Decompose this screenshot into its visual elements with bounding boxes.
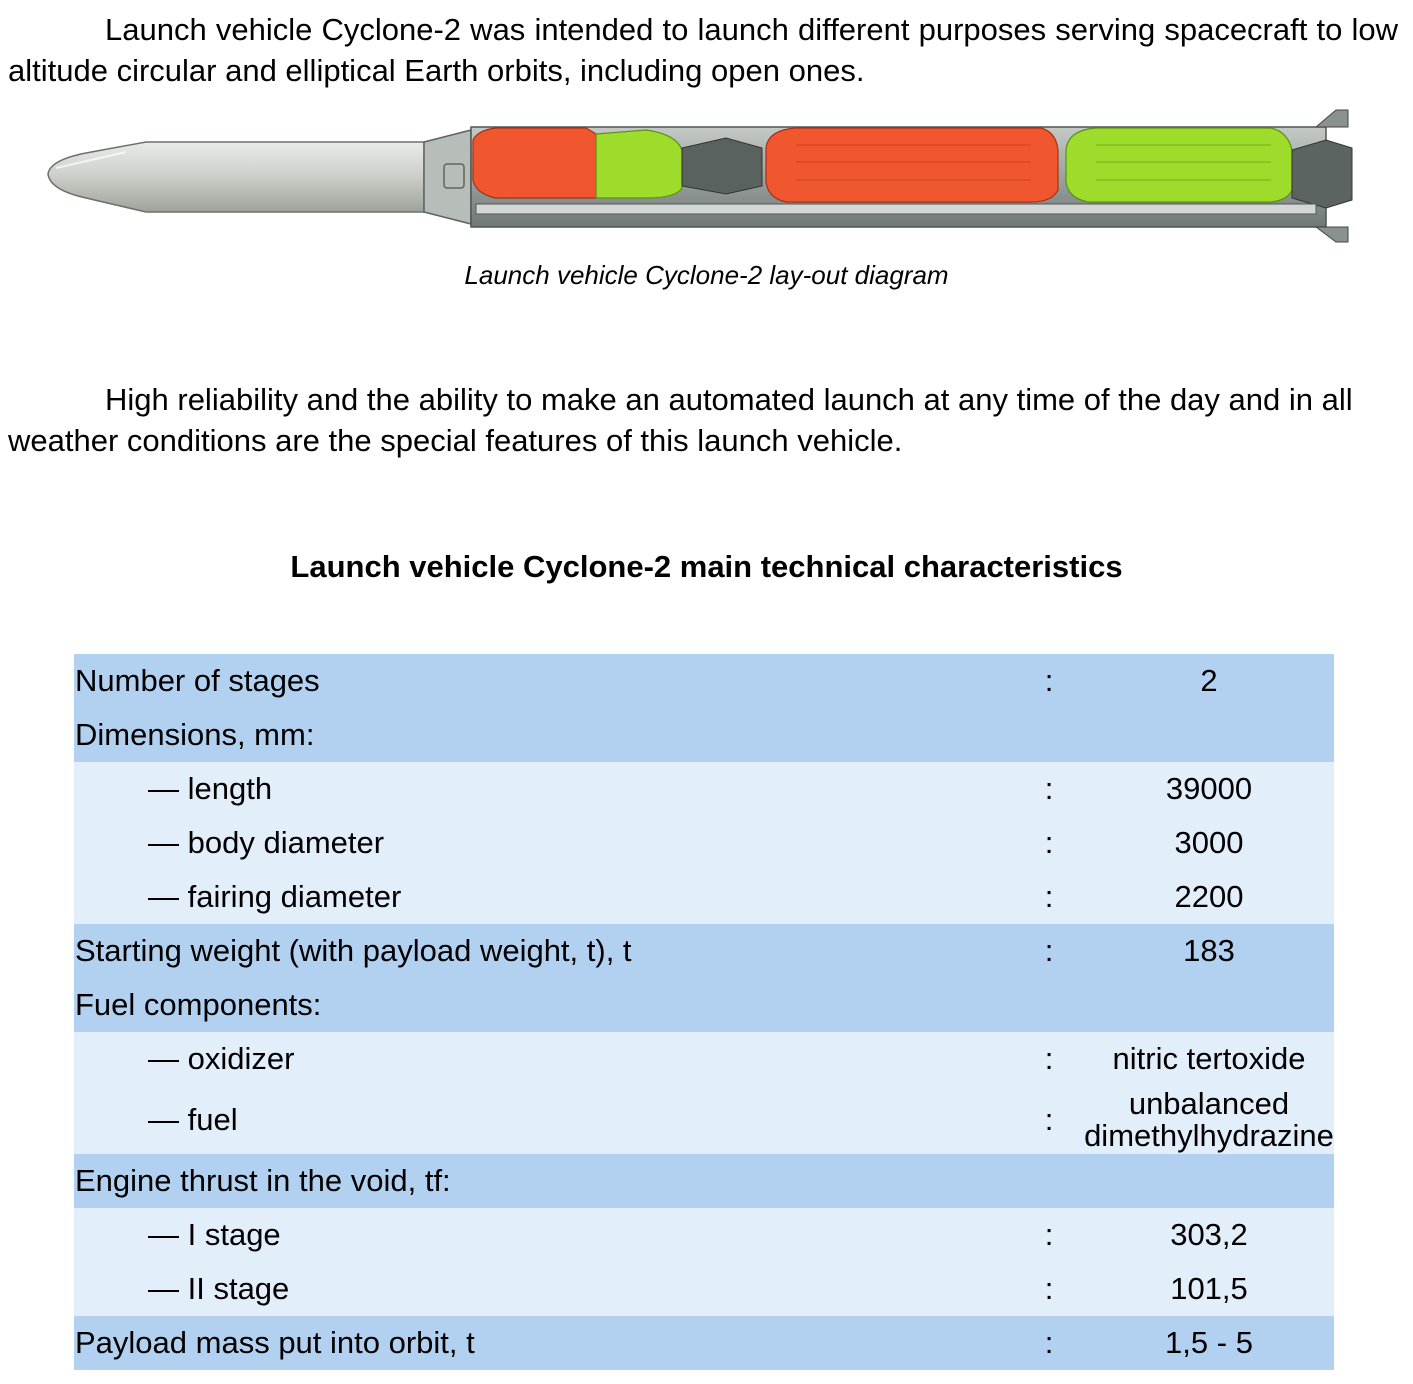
row-label: — length (74, 762, 968, 816)
row-separator: : (968, 1316, 1084, 1370)
row-separator: : (968, 762, 1084, 816)
row-label: — II stage (74, 1262, 968, 1316)
row-separator: : (968, 1262, 1084, 1316)
specifications-table (74, 654, 1334, 1370)
row-value: 1,5 - 5 (1084, 1316, 1334, 1370)
table-row (74, 762, 1334, 816)
row-value: 183 (1084, 924, 1334, 978)
rocket-layout-diagram (26, 90, 1380, 255)
row-label: — body diameter (74, 816, 968, 870)
table-row (74, 1086, 1334, 1154)
table-row (74, 708, 1334, 762)
row-value (1084, 1086, 1334, 1154)
stage1-engine (1292, 140, 1352, 208)
row-label: Fuel components: (74, 978, 968, 1032)
table-row (74, 1262, 1334, 1316)
table-row (74, 924, 1334, 978)
row-value: 101,5 (1084, 1262, 1334, 1316)
features-paragraph: High reliability and the ability to make an automated launch at any time of the day and in all weather conditions are the special features of this launch vehicle. (8, 382, 1353, 458)
row-label: Number of stages (74, 654, 968, 708)
stage1-oxidizer-tank (766, 128, 1058, 202)
row-value: 2 (1084, 654, 1334, 708)
row-label: — oxidizer (74, 1032, 968, 1086)
row-separator: : (968, 654, 1084, 708)
row-separator: : (968, 924, 1084, 978)
row-value: 3000 (1084, 816, 1334, 870)
payload-fairing (48, 142, 424, 212)
table-row (74, 1316, 1334, 1370)
diagram-caption: Launch vehicle Cyclone-2 lay-out diagram (464, 260, 949, 290)
row-value-line: unbalanced (1128, 1086, 1290, 1121)
table-row (74, 1032, 1334, 1086)
row-value: 2200 (1084, 870, 1334, 924)
table-row (74, 978, 1334, 1032)
row-value: 39000 (1084, 762, 1334, 816)
table-row (74, 816, 1334, 870)
stage1-fuel-tank (1066, 128, 1292, 202)
row-separator: : (968, 816, 1084, 870)
row-separator: : (968, 1032, 1084, 1086)
table-row (74, 870, 1334, 924)
row-separator: : (968, 1086, 1084, 1154)
row-value: 303,2 (1084, 1208, 1334, 1262)
row-label: Payload mass put into orbit, t (74, 1316, 968, 1370)
row-label: Engine thrust in the void, tf: (74, 1154, 968, 1208)
row-label: Starting weight (with payload weight, t), t (74, 924, 968, 978)
stage2-fuel-tank (596, 130, 682, 198)
row-separator: : (968, 870, 1084, 924)
side-conduit (476, 204, 1316, 214)
table-row (74, 1208, 1334, 1262)
row-separator: : (968, 1208, 1084, 1262)
row-label: — I stage (74, 1208, 968, 1262)
row-label: — fuel (74, 1086, 968, 1154)
intro-paragraph: Launch vehicle Cyclone-2 was intended to launch different purposes serving spacecraft to low altitude circular and elliptical Earth orbits, including open ones. (8, 12, 1398, 88)
stage2-engine (682, 138, 762, 194)
row-label: Dimensions, mm: (74, 708, 968, 762)
row-label: — fairing diameter (74, 870, 968, 924)
row-value-line: dimethylhydrazine (1084, 1118, 1334, 1153)
row-value: nitric tertoxide (1084, 1032, 1334, 1086)
table-title: Launch vehicle Cyclone-2 main technical characteristics (290, 549, 1123, 584)
table-row (74, 1154, 1334, 1208)
stage2-oxidizer-tank (473, 128, 596, 198)
table-row (74, 654, 1334, 708)
